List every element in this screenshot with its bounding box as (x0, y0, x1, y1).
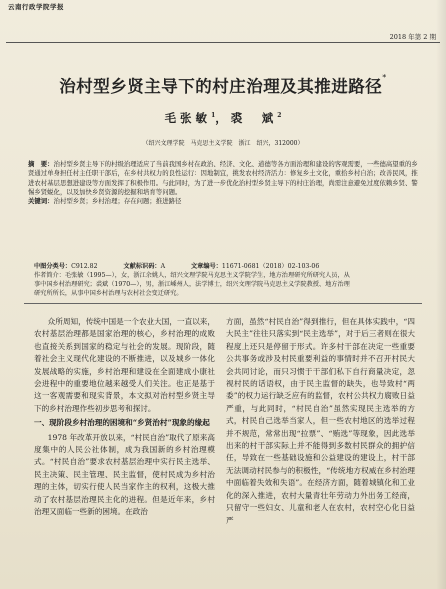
classification-line (34, 263, 319, 272)
title-footnote-mark: * (382, 73, 387, 82)
abstract-block (28, 160, 420, 206)
doc-code-value: A (160, 263, 166, 270)
article-no-label: 文章编号： (190, 263, 222, 270)
journal-name: 云南行政学院学报 (8, 3, 64, 11)
page-edge-shadow (436, 0, 446, 589)
abstract-label: 摘 要： (28, 160, 54, 168)
author-bio-3: 研究所所长，从事中国乡村治理与农村社会变迁研究。 (34, 290, 183, 297)
body-column-left (34, 316, 215, 519)
running-header (0, 0, 446, 40)
author-line (0, 110, 446, 126)
author-separator: ， (215, 111, 231, 125)
article-title-text: 治村型乡贤主导下的村庄治理及其推进路径 (59, 77, 383, 96)
abstract-paragraph (28, 160, 420, 197)
section-heading-1: 一、现阶段乡村治理的困境和“乡贤治村”现象的缘起 (34, 418, 210, 428)
issue-number: 2018 年第 2 期 (389, 33, 436, 41)
section-divider (24, 303, 422, 304)
author-2-sup: 2 (277, 112, 282, 120)
article-title (0, 73, 446, 97)
doc-code-label: 文献标识码： (123, 263, 161, 270)
clc-value: C912.82 (71, 263, 98, 270)
author-bio-1: 作者简介：毛张敏（1995—），女，浙江余姚人，绍兴文理学院马克思主义学院学生，地方治理研究所研究人员，从 (34, 272, 350, 279)
continued-paragraph: 方面，虽然“村民自治”得到推行，但在具体实践中，“四大民主”往往只落实到“民主选举”，对于后三者则在很大程度上还只是停留于形式。许多村干部在决定一些重要公共事务或涉及村民重要利益的事情时并不召开村民大会共同讨论，而只习惯于干部们私下自行商量决定，忽视村民的话语权，由于民主监督的缺失，也导致村“两委”的权力运行缺乏应有的监督，农村公共权力腐败日益严重，与此同时，“村民自治”虽然实现民主选举的方式，村民自己选举当家人，但一些农村地区的选举过程并不规范，常常出现“拉票”、“贿选”等现象，因此选举出来的村干部实际上并不能得到多数村民群众的拥护信任，导致在一些基础设施和公益建设的建设上，村干部无法调动村民参与的积极性，“传统地方权威在乡村治理中面临着失效和失语”。在经济方面，随着城镇化和工业化的深入推进，农村大量青壮年劳动力外出务工经商，只留守一些妇女、儿童和老人在农村，农村空心化日益严 (226, 317, 415, 525)
keywords-label: 关键词： (28, 197, 54, 206)
author-2: 裘 斌 (230, 111, 278, 125)
author-1: 毛张敏 (164, 111, 212, 125)
article-no-value: 11671-0681（2018）02-103-06 (221, 263, 320, 270)
author-1-sup: 1 (211, 112, 216, 120)
section-1-paragraph: 1978 年改革开放以来，“村民自治”取代了原来高度集中的人民公社体制，成为我国新的乡村治理模式。“村民自治”要求农村基层治理中实行民主选举、民主决策、民主管理、民主监督，使村民成为乡村治理的主体，切实行使人民当家作主的权利，这极大推动了农村基层治理民主化的进程。但是近年来，乡村治理又面临一些新的困境。在政治 (34, 432, 215, 517)
keywords-text: 治村型乡贤；乡村治理；存在问题；推进路径 (53, 197, 182, 206)
keywords-line (28, 197, 420, 206)
abstract-text: 治村型乡贤主导下的村级治理适应了当前我国乡村在政治、经济、文化、道德等各方面治理和建设的客观需要，一些德高望重的乡贤通过单身担任村主任职干部后，在乡村共权力的良性运行：因地制宜，挑发农村经济活力：修复乡土文化，重拾乡村自治；改善民风，推进农村基层思想进建设等方面发挥了积极作用。与此同时，为了进一步优化治村型乡贤主导下的村庄治理，尚需注意避免过度依赖乡贤、警惕乡贤蜕化，以及加快乡贤资源的挖掘和培育等问题。 (28, 160, 418, 196)
author-bio-2: 事中国乡村治理研究；裘斌（1970—），男，浙江嵊州人，法学博士，绍兴文理学院马克思主义学院教授、地方治理 (34, 281, 350, 288)
clc-label: 中图分类号： (34, 263, 72, 270)
intro-paragraph: 众所周知，传统中国是一个农业大国，一直以来，农村基层治理都是国家治理的核心，乡村治理的成败也直接关系到国家的稳定与社会的发展。现阶段，随着社会主义现代化建设的不断推进，以及城乡一体化发展战略的实施，乡村治理和建设在全面建成小康社会进程中的重要地位越来越受人们关注。也正是基于这一客观需要和现实背景，本文拟对治村型乡贤主导下的乡村治理作些初步思考和探讨。 (34, 317, 215, 413)
body-column-right (226, 316, 415, 527)
affiliation: （绍兴文理学院 马克思主义学院 浙江 绍兴，312000） (142, 140, 304, 147)
header-rule (6, 42, 440, 43)
